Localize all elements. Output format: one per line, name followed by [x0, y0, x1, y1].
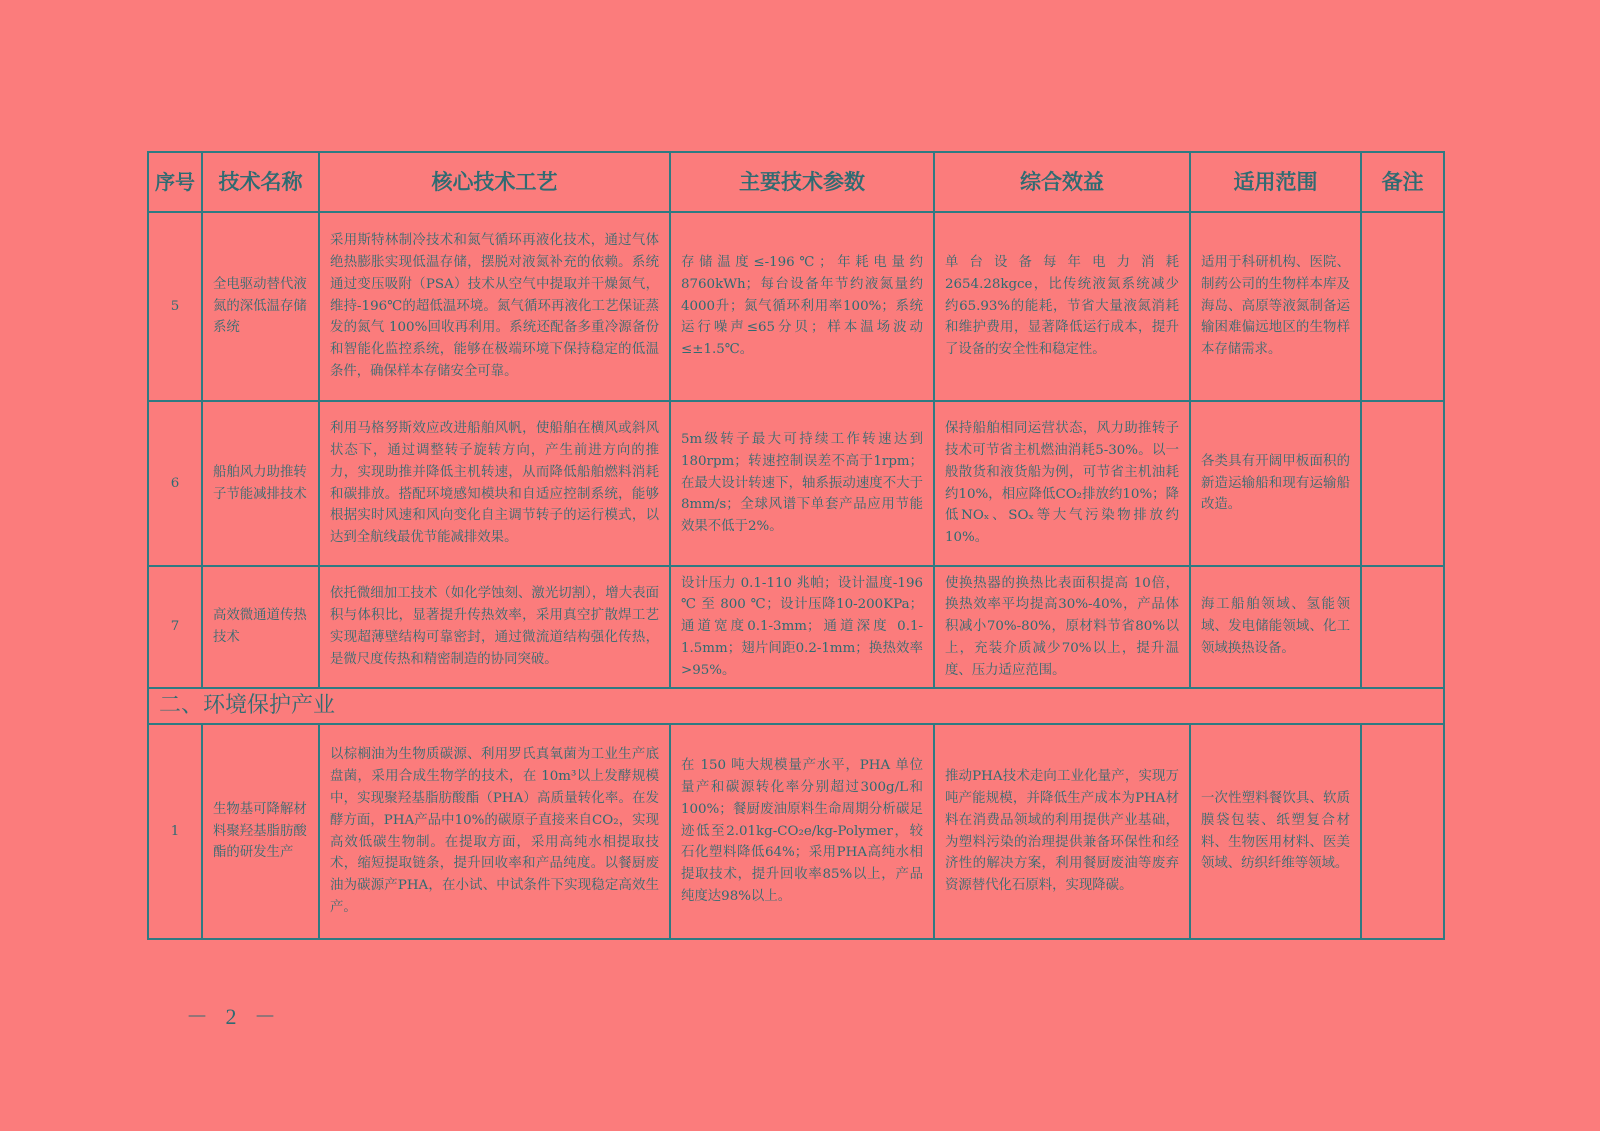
- core-process-cell: 利用马格努斯效应改进船舶风帆，使船舶在横风或斜风状态下，通过调整转子旋转方向，产生前进方向的推力，实现助推并降低主机转速，从而降低船舶燃料消耗和碳排放。搭配环境感知模块和自适应控制系统，能够根据实时风速和风向变化自主调节转子的运行模式，以达到全航线最优节能减排效果。: [319, 401, 670, 566]
- remark-cell: [1361, 724, 1444, 939]
- benefit-cell: 推动PHA技术走向工业化量产，实现万吨产能规模，并降低生产成本为PHA材料在消费品领域的利用提供产业基础，为塑料污染的治理提供兼备环保性和经济性的解决方案，利用餐厨废油等废弃资源替代化石原料，实现降碳。: [934, 724, 1190, 939]
- table-header-row: [148, 152, 1444, 212]
- header-tech-name: 技术名称: [202, 152, 319, 212]
- page-number: － 2 －: [186, 1004, 283, 1029]
- header-core-process: 核心技术工艺: [319, 152, 670, 212]
- table-row: [148, 724, 1444, 939]
- row-number: 7: [148, 566, 202, 688]
- table-row: [148, 212, 1444, 401]
- row-number: 1: [148, 724, 202, 939]
- header-main-params: 主要技术参数: [670, 152, 934, 212]
- core-process-cell: 以棕榈油为生物质碳源、利用罗氏真氧菌为工业生产底盘菌，采用合成生物学的技术，在 10m³以上发酵规模中，实现聚羟基脂肪酸酯（PHA）高质量转化率。在发酵方面，PHA产品中10%的碳原子直接来自CO₂，实现高效低碳生物制。在提取方面，采用高纯水相提取技术，缩短提取链条，提升回收率和产品纯度。以餐厨废油为碳源产PHA，在小试、中试条件下实现稳定高效生产。: [319, 724, 670, 939]
- remark-cell: [1361, 212, 1444, 401]
- tech-name-cell: 全电驱动替代液氮的深低温存储系统: [202, 212, 319, 401]
- benefit-cell: 单台设备每年电力消耗2654.28kgce，比传统液氮系统减少约65.93%的能耗，节省大量液氮消耗和维护费用，显著降低运行成本，提升了设备的安全性和稳定性。: [934, 212, 1190, 401]
- row-number: 6: [148, 401, 202, 566]
- scope-cell: 一次性塑料餐饮具、软质膜袋包装、纸塑复合材料、生物医用材料、医美领域、纺织纤维等领域。: [1190, 724, 1361, 939]
- benefit-cell: 使换热器的换热比表面积提高 10倍，换热效率平均提高30%-40%，产品体积减小70%-80%，原材料节省80%以上，充装介质减少70%以上，提升温度、压力适应范围。: [934, 566, 1190, 688]
- main-params-cell: 设计压力 0.1-110 兆帕；设计温度-196 ℃ 至 800 ℃；设计压降10-200KPa；通道宽度0.1-3mm；通道深度 0.1-1.5mm；翅片间距0.2-1mm；换热效率>95%。: [670, 566, 934, 688]
- core-process-cell: 采用斯特林制冷技术和氮气循环再液化技术，通过气体绝热膨胀实现低温存储，摆脱对液氮补充的依赖。系统通过变压吸附（PSA）技术从空气中提取并干燥氮气，维持-196℃的超低温环境。氮气循环再液化工艺保证蒸发的氮气 100%回收再利用。系统还配备多重冷源备份和智能化监控系统，能够在极端环境下保持稳定的低温条件，确保样本存储安全可靠。: [319, 212, 670, 401]
- main-params-cell: 在 150 吨大规模量产水平，PHA 单位量产和碳源转化率分别超过300g/L和100%；餐厨废油原料生命周期分析碳足迹低至2.01kg-CO₂e/kg-Polymer，较石化塑料降低64%；采用PHA高纯水相提取技术，提升回收率85%以上，产品纯度达98%以上。: [670, 724, 934, 939]
- main-params-cell: 存储温度≤-196℃；年耗电量约8760kWh；每台设备年节约液氮量约4000升；氮气循环利用率100%；系统运行噪声≤65分贝；样本温场波动≤±1.5℃。: [670, 212, 934, 401]
- technology-table: [147, 151, 1445, 940]
- header-applicable-scope: 适用范围: [1190, 152, 1361, 212]
- remark-cell: [1361, 401, 1444, 566]
- benefit-cell: 保持船舶相同运营状态，风力助推转子技术可节省主机燃油消耗5-30%。以一般散货和液货船为例，可节省主机油耗约10%，相应降低CO₂排放约10%；降低NOₓ、SOₓ等大气污染物排放约10%。: [934, 401, 1190, 566]
- row-number: 5: [148, 212, 202, 401]
- scope-cell: 各类具有开阔甲板面积的新造运输船和现有运输船改造。: [1190, 401, 1361, 566]
- main-params-cell: 5m级转子最大可持续工作转速达到180rpm；转速控制误差不高于1rpm；在最大设计转速下，轴系振动速度不大于 8mm/s；全球风谱下单套产品应用节能效果不低于2%。: [670, 401, 934, 566]
- scope-cell: 适用于科研机构、医院、制药公司的生物样本库及海岛、高原等液氮制备运输困难偏远地区的生物样本存储需求。: [1190, 212, 1361, 401]
- section-heading-row: [148, 688, 1444, 724]
- tech-name-cell: 船舶风力助推转子节能减排技术: [202, 401, 319, 566]
- technology-table-container: [147, 151, 1443, 940]
- core-process-cell: 依托微细加工技术（如化学蚀刻、激光切割），增大表面积与体积比，显著提升传热效率，采用真空扩散焊工艺实现超薄壁结构可靠密封，通过微流道结构强化传热，是微尺度传热和精密制造的协同突破。: [319, 566, 670, 688]
- remark-cell: [1361, 566, 1444, 688]
- table-row: [148, 401, 1444, 566]
- header-serial-number: 序号: [148, 152, 202, 212]
- table-row: [148, 566, 1444, 688]
- section-title: 二、环境保护产业: [148, 688, 1444, 724]
- tech-name-cell: 生物基可降解材料聚羟基脂肪酸酯的研发生产: [202, 724, 319, 939]
- scope-cell: 海工船舶领域、氢能领域、发电储能领域、化工领域换热设备。: [1190, 566, 1361, 688]
- tech-name-cell: 高效微通道传热技术: [202, 566, 319, 688]
- header-remark: 备注: [1361, 152, 1444, 212]
- header-overall-benefit: 综合效益: [934, 152, 1190, 212]
